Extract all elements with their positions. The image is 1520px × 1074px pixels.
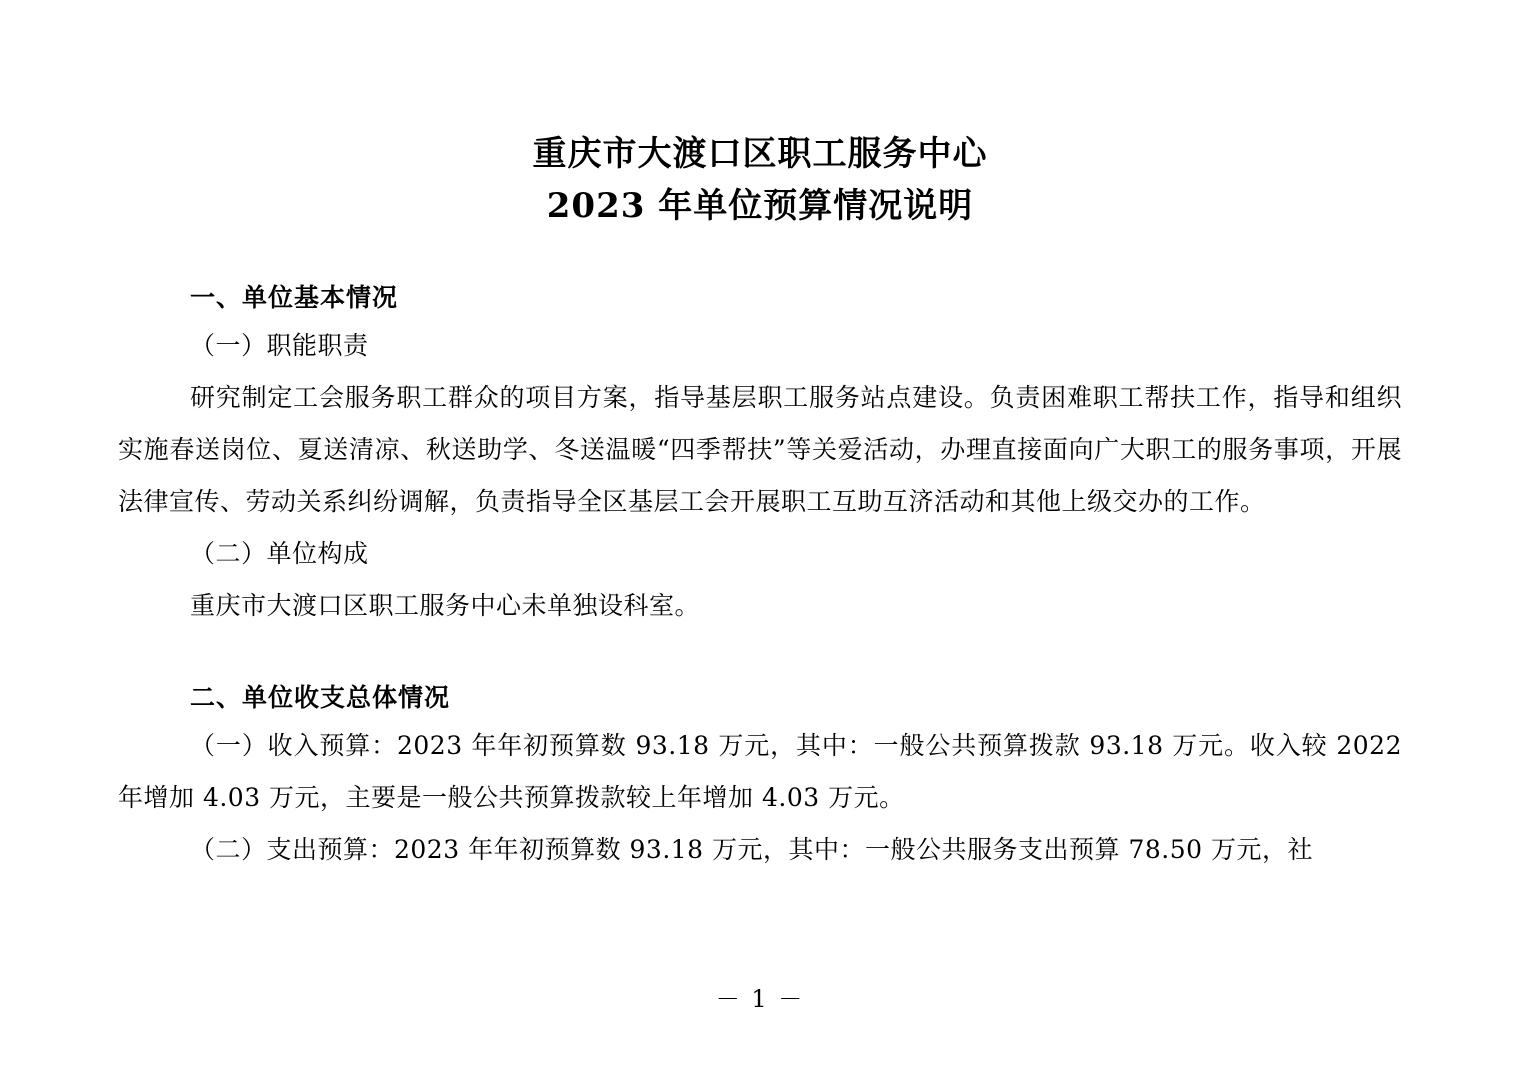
- section-heading-2: 二、单位收支总体情况: [190, 683, 451, 712]
- subsection-label-1-1: （一）职能职责: [190, 331, 369, 360]
- page-title: [118, 128, 1402, 232]
- subsection-body-1-2: 重庆市大渡口区职工服务中心未单独设科室。: [190, 591, 701, 620]
- title-line-1: 重庆市大渡口区职工服务中心: [532, 134, 988, 174]
- subsection-body-2-2: （二）支出预算：2023 年年初预算数 93.18 万元，其中：一般公共服务支出预算 78.50 万元，社: [190, 835, 1313, 864]
- subsection-label-1-2: （二）单位构成: [190, 539, 369, 568]
- subsection-body-1-1: 研究制定工会服务职工群众的项目方案，指导基层职工服务站点建设。负责困难职工帮扶工作，指导和组织实施春送岗位、夏送清凉、秋送助学、冬送温暖“四季帮扶”等关爱活动，办理直接面向广大职工的服务事项，开展法律宣传、劳动关系纠纷调解，负责指导全区基层工会开展职工互助互济活动和其他上级交办的工作。: [118, 383, 1402, 516]
- subsection-body-2-1: （一）收入预算：2023 年年初预算数 93.18 万元，其中：一般公共预算拨款 93.18 万元。收入较 2022 年增加 4.03 万元，主要是一般公共预算拨款较上年增加 4.03 万元。: [118, 731, 1402, 812]
- section-heading-1: 一、单位基本情况: [190, 283, 399, 312]
- title-line-2: 2023 年单位预算情况说明: [546, 186, 974, 226]
- document-body: [118, 0, 1402, 876]
- page-number: － 1 －: [715, 985, 805, 1013]
